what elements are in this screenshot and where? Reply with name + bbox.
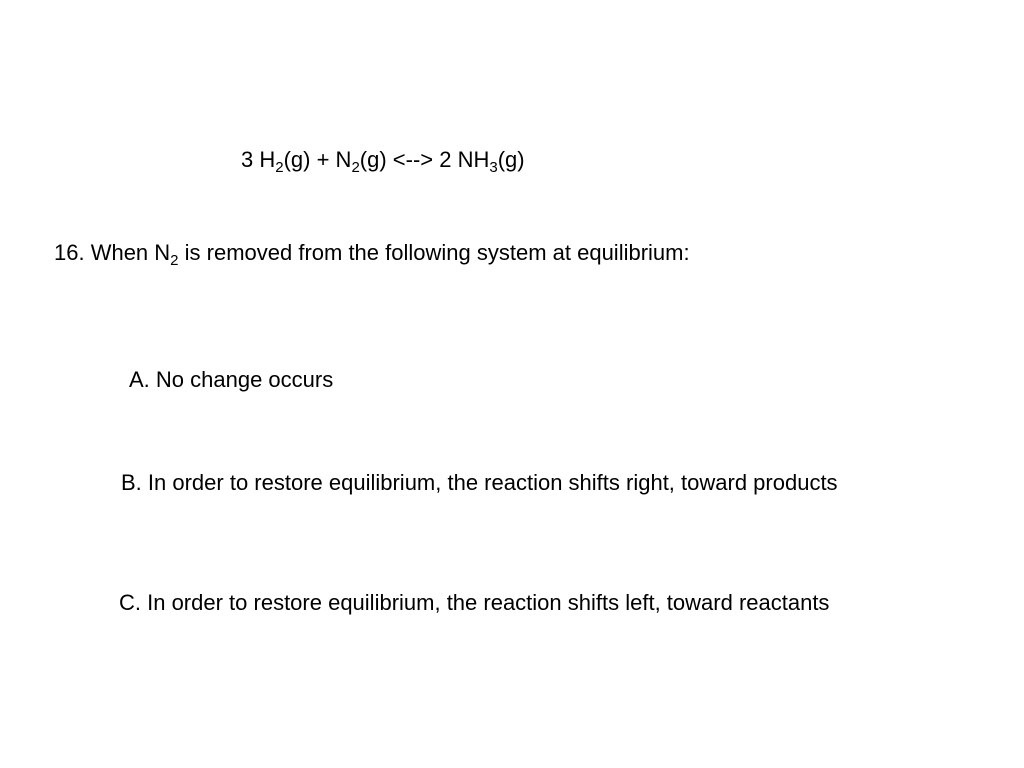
equation-n2-subscript: 2: [351, 159, 360, 176]
reaction-equation: [241, 144, 525, 175]
question-start: 16. When N: [54, 240, 171, 265]
equation-nh3-term: (g) <--> 2 NH: [359, 147, 490, 172]
equation-nh3-subscript: 3: [489, 159, 498, 176]
answer-choice-b: B. In order to restore equilibrium, the reaction shifts right, toward products: [121, 470, 838, 495]
equation-h2-subscript: 2: [275, 159, 284, 176]
equation-h2-term: 3 H: [241, 147, 276, 172]
question-text: [54, 237, 690, 268]
question-end: is removed from the following system at equilibrium:: [178, 240, 690, 265]
equation-nh3-state: (g): [497, 147, 525, 172]
answer-choice-c: C. In order to restore equilibrium, the reaction shifts left, toward reactants: [119, 590, 830, 615]
question-subscript: 2: [170, 252, 179, 269]
equation-n2-term: (g) + N: [283, 147, 352, 172]
answer-choice-a: A. No change occurs: [129, 367, 334, 392]
